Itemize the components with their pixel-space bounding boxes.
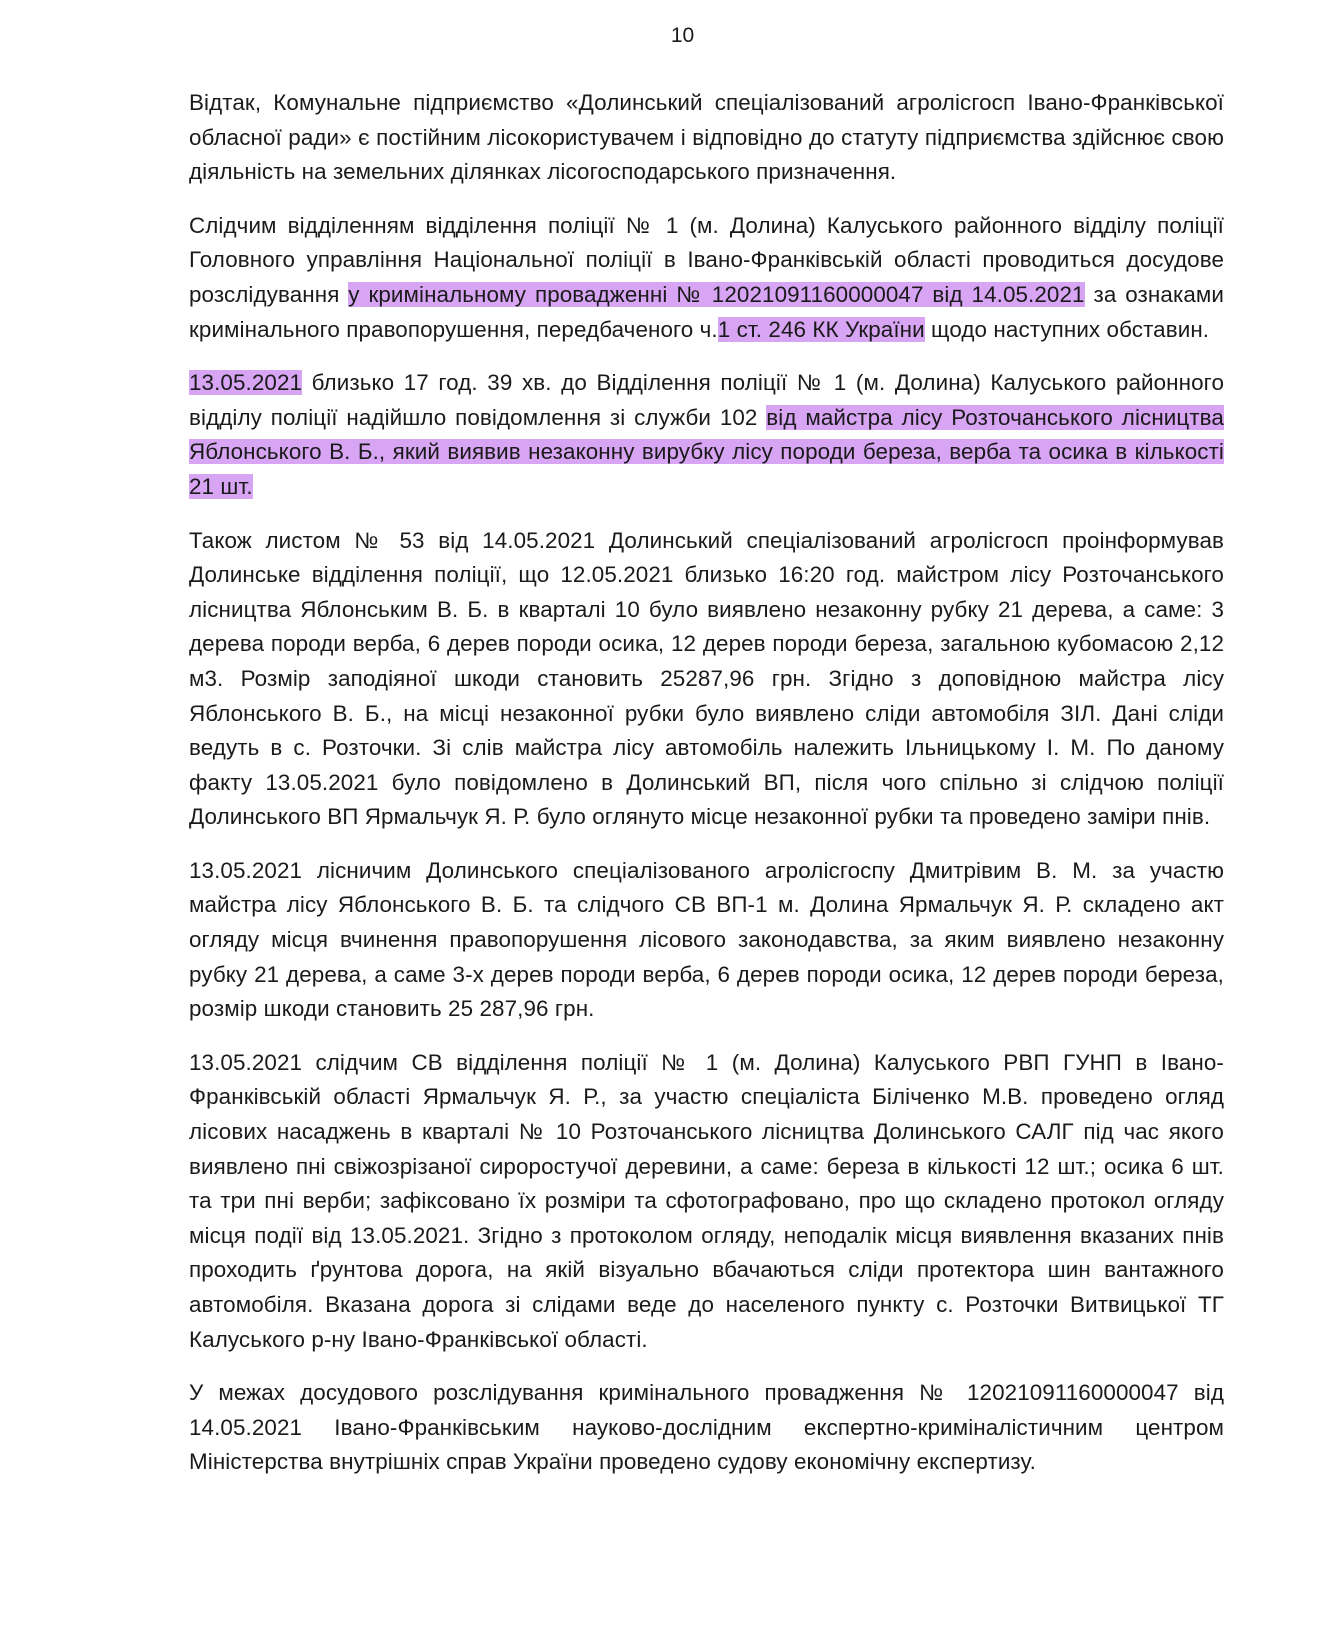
- highlight-criminal-code-article: 1 ст. 246 КК України: [717, 316, 925, 342]
- paragraph-site-inspection: 13.05.2021 слідчим СВ відділення поліції № 1 (м. Долина) Калуського РВП ГУНП в Івано-Франківській області Ярмальчук Я. Р., за участю спеціаліста Біліченко М.В. проведено огляд лісових насаджень в кварталі № 10 Розточанського лісництва Долинського САЛГ під час якого виявлено пні свіжозрізаної сироростучої деревини, а саме: береза в кількості 12 шт.; осика 6 шт. та три пні верби; зафіксовано їх розміри та сфотографовано, про що складено протокол огляду місця події від 13.05.2021. Згідно з протоколом огляду, неподалік місця виявлення вказаних пнів проходить ґрунтова дорога, на якій візуально вбачаються сліди протектора шин вантажного автомобіля. Вказана дорога зі слідами веде до населеного пункту с. Розточки Витвицької ТГ Калуського р-ну Івано-Франківської області.: [189, 1049, 1224, 1352]
- highlight-illegal-logging-report: від майстра лісу Розточанського лісництва Яблонського В. Б., який виявив незаконну вирубку лісу породи береза, верба та осика в кількості 21 шт.: [189, 404, 1224, 499]
- paragraph-economic-expertise: У межах досудового розслідування кримінального провадження № 12021091160000047 від 14.05.2021 Івано-Франківським науково-дослідним експертно-криміналістичним центром Міністерства внутрішніх справ України проведено судову економічну експертизу.: [189, 1380, 1224, 1475]
- paragraph-text: близько 17 год. 39 хв. до Відділення поліції № 1 (м. Долина) Калуського районного відділу поліції надійшло повідомлення зі служби 102: [189, 370, 1224, 430]
- paragraph-letter-53: Також листом № 53 від 14.05.2021 Долинський спеціалізований агролісгосп проінформував Долинське відділення поліції, що 12.05.2021 близько 16:20 год. майстром лісу Розточанського лісництва Яблонським В. Б. в кварталі 10 було виявлено незаконну рубку 21 дерева, а саме: 3 дерева породи верба, 6 дерев породи осика, 12 дерев породи береза, загальною кубомасою 2,12 м3. Розмір заподіяної шкоди становить 25287,96 грн. Згідно з доповідною майстра лісу Яблонського В. Б., на місці незаконної рубки було виявлено сліди автомобіля ЗІЛ. Дані сліди ведуть в с. Розточки. Зі слів майстра лісу автомобіль належить Ільницькому І. М. По даному факту 13.05.2021 було повідомлено в Долинський ВП, після чого спільно зі слідчою поліції Долинського ВП Ярмальчук Я. Р. було оглянуто місце незаконної рубки та проведено заміри пнів.: [189, 527, 1224, 830]
- paragraph-police-report: [189, 366, 1224, 504]
- paragraph-pretrial-investigation: [189, 209, 1224, 347]
- paragraph-text: Слідчим відділенням відділення поліції № 1 (м. Долина) Калуського районного відділу поліції Головного управління Національної поліції в Івано-Франківській області проводиться досудове розслідування: [189, 212, 1224, 307]
- paragraph-forest-user-status: Відтак, Комунальне підприємство «Долинський спеціалізований агролісгосп Івано-Франківської обласної ради» є постійним лісокористувачем і відповідно до статуту підприємства здійснює свою діяльність на земельних ділянках лісогосподарського призначення.: [189, 90, 1224, 185]
- document-body: [189, 86, 1224, 1499]
- paragraph-inspection-act: 13.05.2021 лісничим Долинського спеціалізованого агролісгоспу Дмитрівим В. М. за участю майстра лісу Яблонського В. Б. та слідчого СВ ВП-1 м. Долина Ярмальчук Я. Р. складено акт огляду місця вчинення правопорушення лісового законодавства, за яким виявлено незаконну рубку 21 дерева, а саме 3-х дерев породи верба, 6 дерев породи осика, 12 дерев породи береза, розмір шкоди становить 25 287,96 грн.: [189, 857, 1224, 1022]
- highlight-report-date: 13.05.2021: [189, 370, 303, 396]
- paragraph-text: щодо наступних обставин.: [924, 316, 1210, 342]
- paragraph-text: за ознаками кримінального правопорушення, передбаченого ч.: [189, 281, 1224, 342]
- highlight-case-number: у кримінальному провадженні № 12021091160000047 від 14.05.2021: [348, 281, 1085, 307]
- page-number: 10: [670, 24, 695, 47]
